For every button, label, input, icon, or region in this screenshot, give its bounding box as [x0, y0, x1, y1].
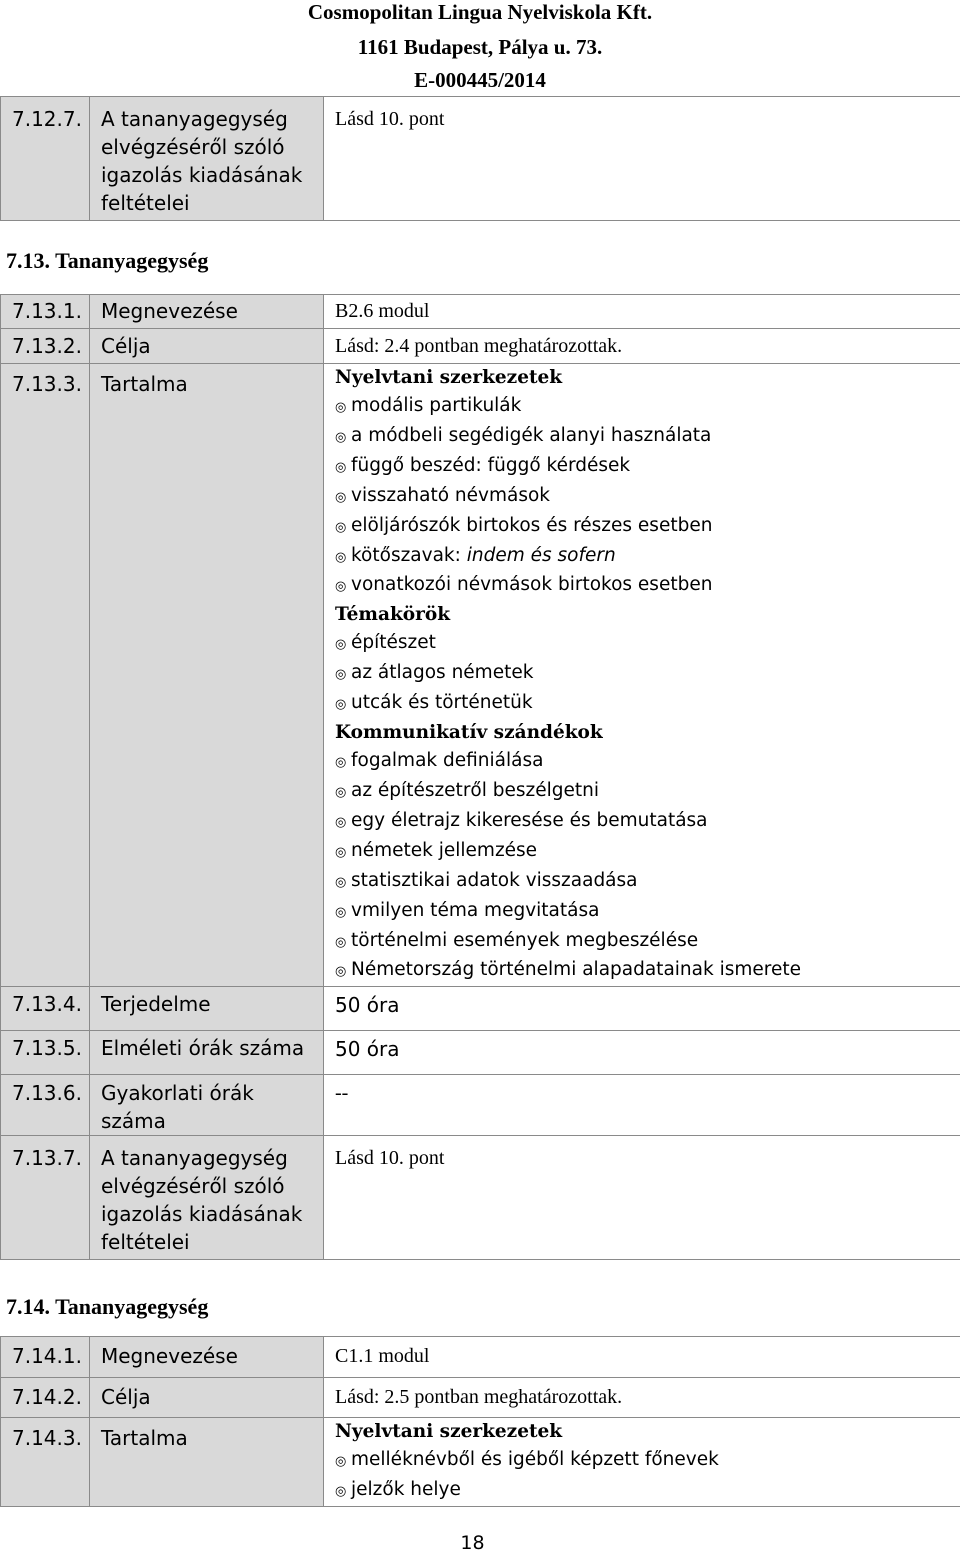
row-value: Lásd: 2.4 pontban meghatározottak. [324, 329, 960, 364]
subheading: Nyelvtani szerkezetek [335, 367, 563, 388]
list-item: ◎ vmilyen téma megvitatása [335, 897, 960, 927]
subheading: Témakörök [335, 604, 451, 626]
bullet-circle-icon: ◎ [335, 459, 347, 475]
bullet-circle-icon: ◎ [335, 1483, 347, 1499]
row-number: 7.13.7. [1, 1136, 90, 1260]
row-value: Lásd: 2.5 pontban meghatározottak. [324, 1378, 960, 1418]
bullet-circle-icon: ◎ [335, 904, 347, 920]
table-row [1, 1418, 960, 1507]
row-label: Gyakorlati órák száma [90, 1075, 324, 1136]
bullet-circle-icon: ◎ [335, 755, 347, 771]
bullet-circle-icon: ◎ [335, 934, 347, 950]
bullet-circle-icon: ◎ [335, 579, 347, 595]
bullet-circle-icon: ◎ [335, 784, 347, 800]
bullet-circle-icon: ◎ [335, 814, 347, 830]
row-label: Megnevezése [90, 1337, 324, 1378]
header-line-2: 1161 Budapest, Pálya u. 73. [357, 35, 603, 59]
table-row [1, 1378, 960, 1418]
row-value: 50 óra [324, 1031, 960, 1075]
table-7-12-7 [0, 96, 960, 221]
row-number: 7.13.6. [1, 1075, 90, 1136]
label-line: feltételei [101, 1230, 190, 1255]
list-item: ◎ egy életrajz kikeresése és bemutatása [335, 807, 960, 837]
list-item: ◎ építészet [335, 629, 960, 659]
list-item: ◎ függő beszéd: függő kérdések [335, 452, 960, 482]
bullet-circle-icon: ◎ [335, 549, 347, 565]
table-row [1, 295, 960, 329]
label-line: feltételei [101, 191, 190, 215]
list-item: ◎ jelzők helye [335, 1476, 960, 1506]
bullet-circle-icon: ◎ [335, 489, 347, 505]
list-item: ◎ a módbeli segédigék alanyi használata [335, 422, 960, 452]
bullet-circle-icon: ◎ [335, 400, 347, 415]
list-item: ◎ modális partikulák [335, 392, 960, 422]
label-line: igazolás kiadásának [101, 1202, 303, 1227]
bullet-circle-icon: ◎ [335, 1454, 347, 1469]
table-row [1, 97, 960, 221]
bullet-circle-icon: ◎ [335, 844, 347, 860]
row-label: Célja [90, 329, 324, 364]
content-cell [324, 364, 960, 987]
row-number: 7.12.7. [1, 97, 90, 221]
table-row [1, 1031, 960, 1075]
row-value: 50 óra [324, 987, 960, 1031]
row-label: Tartalma [90, 1418, 324, 1507]
section-title-7-13: 7.13. Tananyagegység [6, 248, 209, 273]
table-row [1, 329, 960, 364]
bullet-circle-icon: ◎ [335, 637, 347, 653]
list-item: ◎ fogalmak definiálása [335, 747, 960, 777]
label-line: igazolás kiadásának [101, 163, 303, 187]
row-number: 7.13.3. [1, 364, 90, 987]
bullet-circle-icon: ◎ [335, 697, 347, 713]
list-item: ◎ melléknévből és igéből képzett főnevek [335, 1446, 960, 1476]
label-line: A tananyagegység [101, 107, 288, 131]
label-line: elvégzéséről szóló [101, 135, 285, 159]
row-label [90, 97, 324, 221]
row-value: Lásd 10. pont [324, 1136, 960, 1260]
subheading: Kommunikatív szándékok [335, 722, 603, 744]
label-line: A tananyagegység [101, 1146, 288, 1171]
list-item: ◎ vonatkozói névmások birtokos esetben [335, 571, 960, 601]
section-title-7-14: 7.14. Tananyagegység [6, 1294, 209, 1319]
row-number: 7.13.2. [1, 329, 90, 364]
list-item: ◎ kötőszavak: indem és sofern [335, 542, 960, 572]
bullet-circle-icon: ◎ [335, 667, 347, 683]
row-number: 7.14.1. [1, 1337, 90, 1378]
row-number: 7.14.2. [1, 1378, 90, 1418]
table-row [1, 364, 960, 987]
row-label: Terjedelme [90, 987, 324, 1031]
content-cell [324, 1418, 960, 1507]
list-item: ◎ statisztikai adatok visszaadása [335, 867, 960, 897]
row-number: 7.14.3. [1, 1418, 90, 1507]
row-value: Lásd 10. pont [324, 97, 960, 221]
row-value: -- [324, 1075, 960, 1136]
bullet-circle-icon: ◎ [335, 429, 347, 445]
row-number: 7.13.1. [1, 295, 90, 329]
table-7-13 [0, 294, 960, 1260]
table-row [1, 987, 960, 1031]
list-item: ◎ visszaható névmások [335, 482, 960, 512]
italic-term: indem és sofern [466, 544, 616, 566]
row-label [90, 1136, 324, 1260]
list-item: ◎ elöljárószók birtokos és részes esetben [335, 512, 960, 542]
list-item: ◎ utcák és történetük [335, 689, 960, 719]
page-number: 18 [460, 1532, 485, 1554]
header-line-1: Cosmopolitan Lingua Nyelviskola Kft. [307, 0, 653, 24]
list-item: ◎ az építészetről beszélgetni [335, 777, 960, 807]
list-item: ◎ Németország történelmi alapadatainak ismerete [335, 956, 960, 986]
bullet-circle-icon: ◎ [335, 964, 347, 980]
table-row [1, 1136, 960, 1260]
table-row [1, 1075, 960, 1136]
label-line: elvégzéséről szóló [101, 1174, 285, 1199]
bullet-circle-icon: ◎ [335, 874, 347, 890]
row-number: 7.13.4. [1, 987, 90, 1031]
row-number: 7.13.5. [1, 1031, 90, 1075]
row-value: B2.6 modul [324, 295, 960, 329]
list-item: ◎ az átlagos németek [335, 659, 960, 689]
row-label: Tartalma [90, 364, 324, 987]
row-label: Megnevezése [90, 295, 324, 329]
row-value: C1.1 modul [324, 1337, 960, 1378]
subheading: Nyelvtani szerkezetek [335, 1421, 563, 1442]
bullet-circle-icon: ◎ [335, 519, 347, 535]
table-row [1, 1337, 960, 1378]
header-line-3: E-000445/2014 [414, 68, 546, 92]
table-7-14 [0, 1336, 960, 1507]
row-label: Elméleti órák száma [90, 1031, 324, 1075]
list-item: ◎ németek jellemzése [335, 837, 960, 867]
row-label: Célja [90, 1378, 324, 1418]
list-item: ◎ történelmi események megbeszélése [335, 927, 960, 957]
